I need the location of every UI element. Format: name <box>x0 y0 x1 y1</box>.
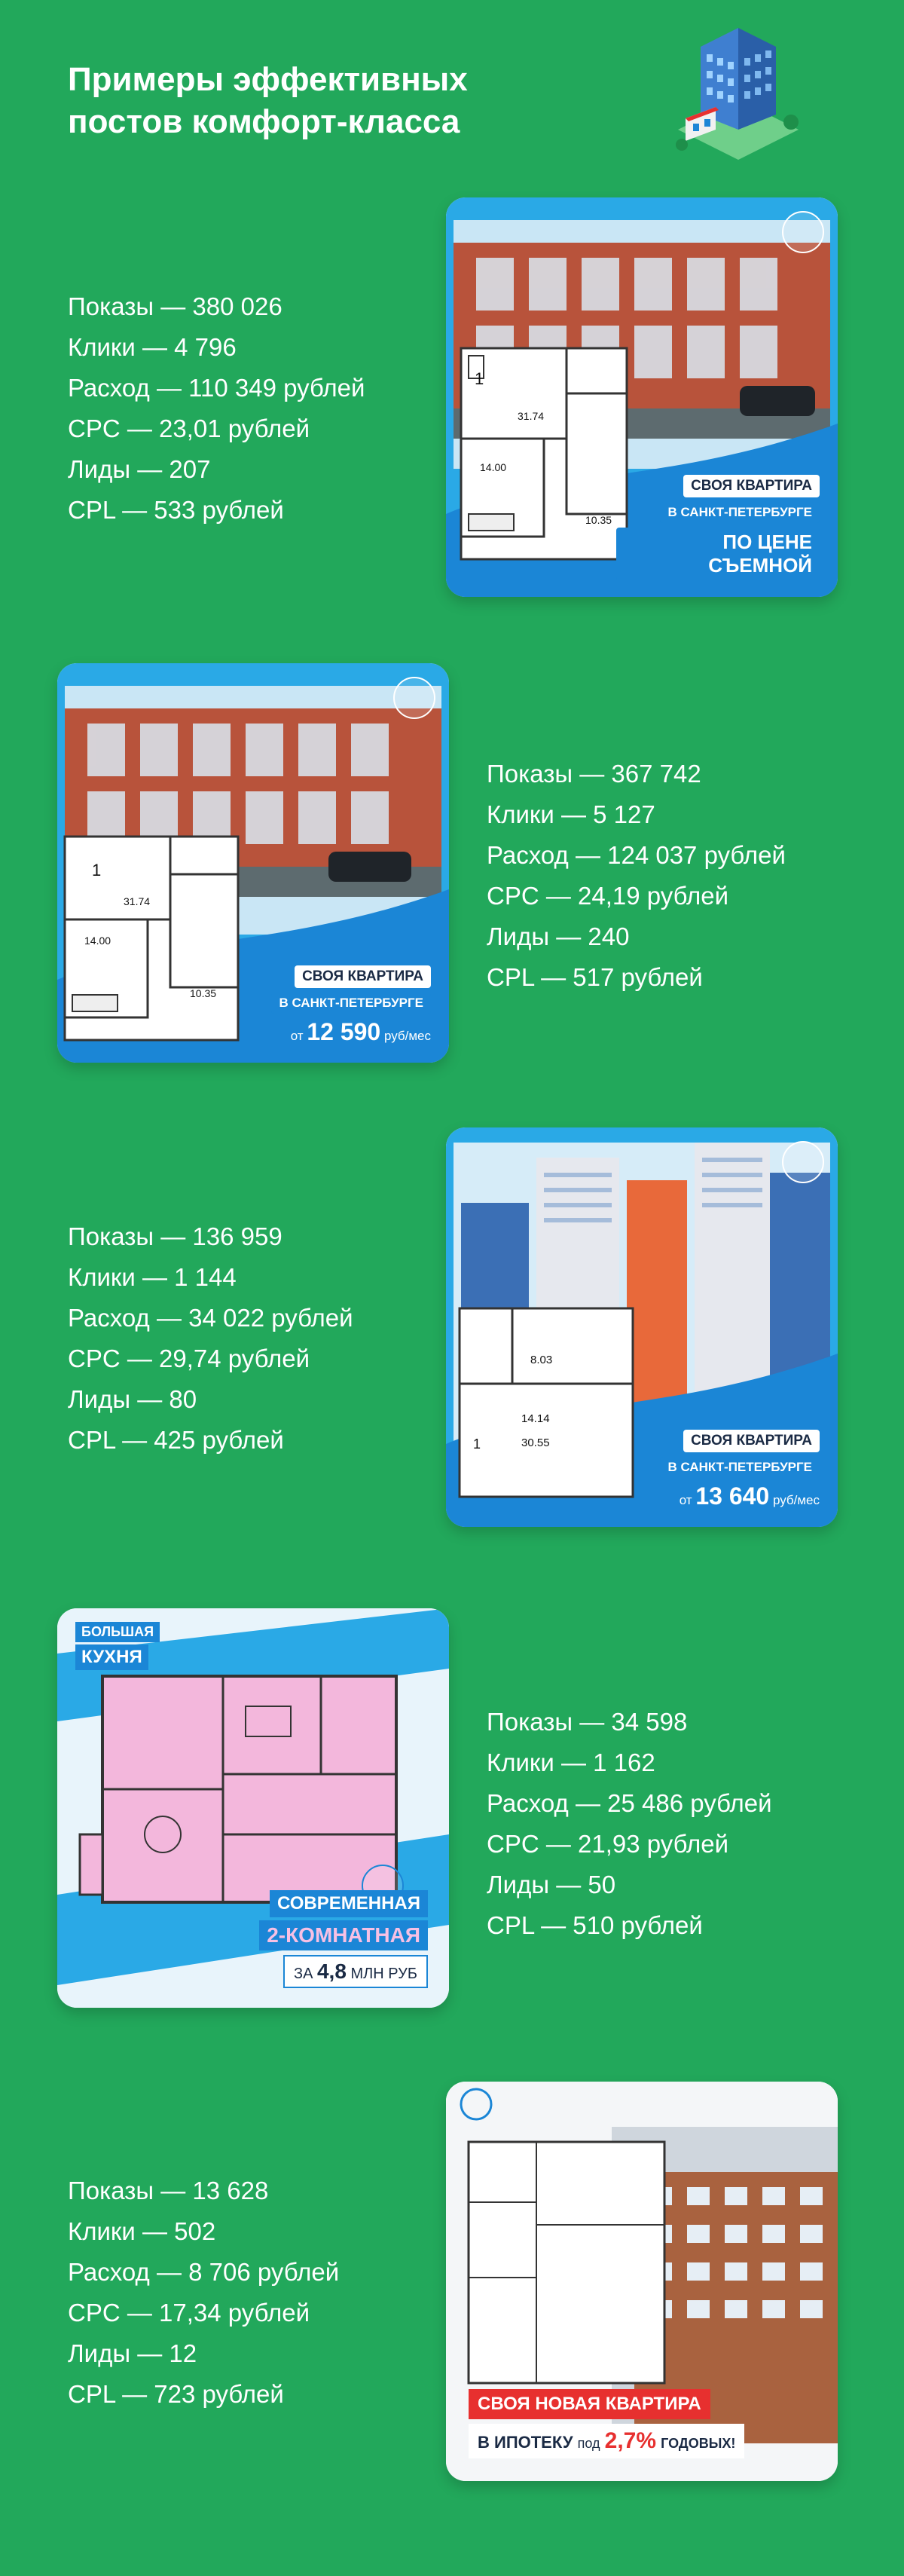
post-1-ad-image <box>446 197 838 597</box>
price-value: 13 640 <box>695 1482 770 1510</box>
stat-impressions: Показы — 136 959 <box>68 1222 282 1250</box>
kitchen-tag-line-1: БОЛЬШАЯ <box>75 1622 160 1642</box>
stat-cpl: CPL — 533 рублей <box>68 496 284 524</box>
mortgage-preposition: под <box>577 2436 600 2451</box>
building-icon <box>663 17 814 167</box>
room-area-2: 14.00 <box>480 461 507 473</box>
stat-leads: Лиды — 240 <box>487 922 630 950</box>
ad-banner <box>228 965 431 1046</box>
title-line-2: постов комфорт-класса <box>68 103 460 140</box>
stat-clicks: Клики — 5 127 <box>487 800 655 828</box>
price-prefix: от <box>679 1493 692 1507</box>
room-area-3: 10.35 <box>585 514 612 526</box>
stat-leads: Лиды — 207 <box>68 455 211 483</box>
banner-line-1: СВОЯ КВАРТИРА <box>295 965 431 988</box>
kitchen-tag <box>75 1622 203 1670</box>
banner-line-1: СВОЯ НОВАЯ КВАРТИРА <box>469 2389 710 2419</box>
banner-line-3: ПО ЦЕНЕ СЪЕМНОЙ <box>616 528 820 580</box>
room-number: 1 <box>475 369 484 388</box>
banner-line-1: СВОЯ КВАРТИРА <box>683 1430 820 1452</box>
room-area-1: 31.74 <box>518 410 545 422</box>
stat-leads: Лиды — 80 <box>68 1385 197 1413</box>
stat-impressions: Показы — 13 628 <box>68 2177 269 2204</box>
developer-logo <box>782 211 824 253</box>
stat-impressions: Показы — 367 742 <box>487 760 701 788</box>
mortgage-rate: 2,7% <box>604 2428 657 2453</box>
price-unit: руб/мес <box>383 1029 431 1043</box>
mortgage-suffix: ГОДОВЫХ! <box>661 2436 736 2451</box>
post-3-stats <box>68 1216 490 1461</box>
ad-banner <box>616 475 820 580</box>
room-area-3: 30.55 <box>521 1436 550 1449</box>
kitchen-tag-line-2: КУХНЯ <box>75 1644 148 1670</box>
banner-price <box>616 1482 820 1510</box>
ad-banner <box>616 1430 820 1510</box>
stat-impressions: Показы — 34 598 <box>487 1708 688 1736</box>
stat-spend: Расход — 124 037 рублей <box>487 841 786 869</box>
stat-cpc: CPC — 24,19 рублей <box>487 882 729 910</box>
banner-line-2: В САНКТ-ПЕТЕРБУРГЕ <box>660 1457 820 1478</box>
stat-cpl: CPL — 517 рублей <box>487 963 703 991</box>
room-area-3: 10.35 <box>190 987 217 999</box>
stat-clicks: Клики — 502 <box>68 2217 216 2245</box>
post-3-ad-image <box>446 1127 838 1527</box>
post-5-stats <box>68 2171 490 2415</box>
room-area-2: 14.14 <box>521 1412 550 1425</box>
price-prefix: ЗА <box>294 1966 313 1982</box>
developer-logo <box>393 677 435 719</box>
developer-logo <box>782 1141 824 1183</box>
post-2-ad-image <box>57 663 449 1063</box>
stat-cpl: CPL — 425 рублей <box>68 1426 284 1454</box>
banner-price <box>228 1018 431 1046</box>
post-2-stats <box>487 754 904 998</box>
stat-cpc: CPC — 23,01 рублей <box>68 415 310 442</box>
banner-line-2: В САНКТ-ПЕТЕРБУРГЕ <box>660 502 820 523</box>
banner-line-2 <box>469 2424 744 2458</box>
page-title <box>68 59 625 143</box>
banner-line-2: В САНКТ-ПЕТЕРБУРГЕ <box>271 993 431 1014</box>
stat-leads: Лиды — 12 <box>68 2339 197 2367</box>
ad-banner <box>469 2389 800 2458</box>
stat-leads: Лиды — 50 <box>487 1871 616 1898</box>
banner-line-1: СОВРЕМЕННАЯ <box>270 1890 428 1917</box>
stat-cpc: CPC — 29,74 рублей <box>68 1345 310 1372</box>
banner-price <box>283 1955 428 1988</box>
post-4-ad-image <box>57 1608 449 2008</box>
stat-spend: Расход — 8 706 рублей <box>68 2258 340 2286</box>
stat-cpc: CPC — 21,93 рублей <box>487 1830 729 1858</box>
room-number: 1 <box>92 861 102 880</box>
post-4-stats <box>487 1702 904 1946</box>
room-area-2: 14.00 <box>84 935 111 947</box>
banner-line-1: СВОЯ КВАРТИРА <box>683 475 820 497</box>
price-unit: МЛН РУБ <box>350 1966 417 1982</box>
room-number: 1 <box>473 1436 481 1452</box>
mortgage-label: В ИПОТЕКУ <box>478 2433 573 2452</box>
post-5-ad-image <box>446 2082 838 2481</box>
stat-clicks: Клики — 1 144 <box>68 1263 237 1291</box>
title-line-1: Примеры эффективных <box>68 61 468 98</box>
stat-cpl: CPL — 723 рублей <box>68 2380 284 2408</box>
stat-impressions: Показы — 380 026 <box>68 292 282 320</box>
stat-spend: Расход — 25 486 рублей <box>487 1789 772 1817</box>
price-unit: руб/мес <box>772 1493 820 1507</box>
banner-line-2: 2-КОМНАТНАЯ <box>259 1920 428 1950</box>
stat-cpl: CPL — 510 рублей <box>487 1911 703 1939</box>
post-1-stats <box>68 286 490 531</box>
price-value: 4,8 <box>316 1960 347 1983</box>
stat-clicks: Клики — 1 162 <box>487 1748 655 1776</box>
price-prefix: от <box>290 1029 304 1043</box>
stat-spend: Расход — 34 022 рублей <box>68 1304 353 1332</box>
price-value: 12 590 <box>307 1018 381 1045</box>
room-area-1: 8.03 <box>530 1354 553 1366</box>
stat-clicks: Клики — 4 796 <box>68 333 237 361</box>
room-area-1: 31.74 <box>124 895 151 907</box>
ad-banner <box>202 1890 428 1988</box>
stat-cpc: CPC — 17,34 рублей <box>68 2299 310 2327</box>
stat-spend: Расход — 110 349 рублей <box>68 374 365 402</box>
